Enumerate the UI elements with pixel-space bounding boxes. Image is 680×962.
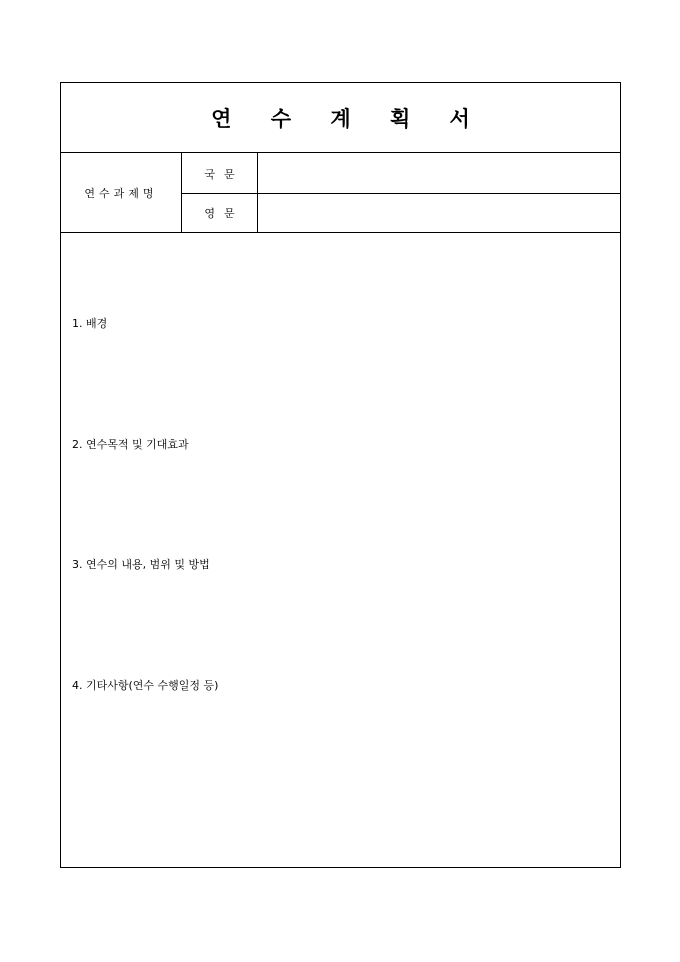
- page-title: 연 수 계 획 서: [211, 105, 486, 131]
- korean-title-field[interactable]: [258, 153, 620, 194]
- english-title-field[interactable]: [258, 194, 620, 232]
- section-purpose-heading: 2. 연수목적 및 기대효과: [72, 438, 189, 451]
- section-background-heading: 1. 배경: [72, 317, 108, 330]
- english-label: 영문: [182, 194, 258, 232]
- subject-label: 연수과제명: [61, 153, 182, 232]
- section-other-heading: 4. 기타사항(연수 수행일정 등): [72, 679, 219, 692]
- title-row: [61, 83, 620, 153]
- korean-label: 국문: [182, 153, 258, 194]
- section-content-heading: 3. 연수의 내용, 범위 및 방법: [72, 558, 210, 571]
- subject-block: [61, 153, 620, 233]
- training-plan-form: [60, 82, 621, 868]
